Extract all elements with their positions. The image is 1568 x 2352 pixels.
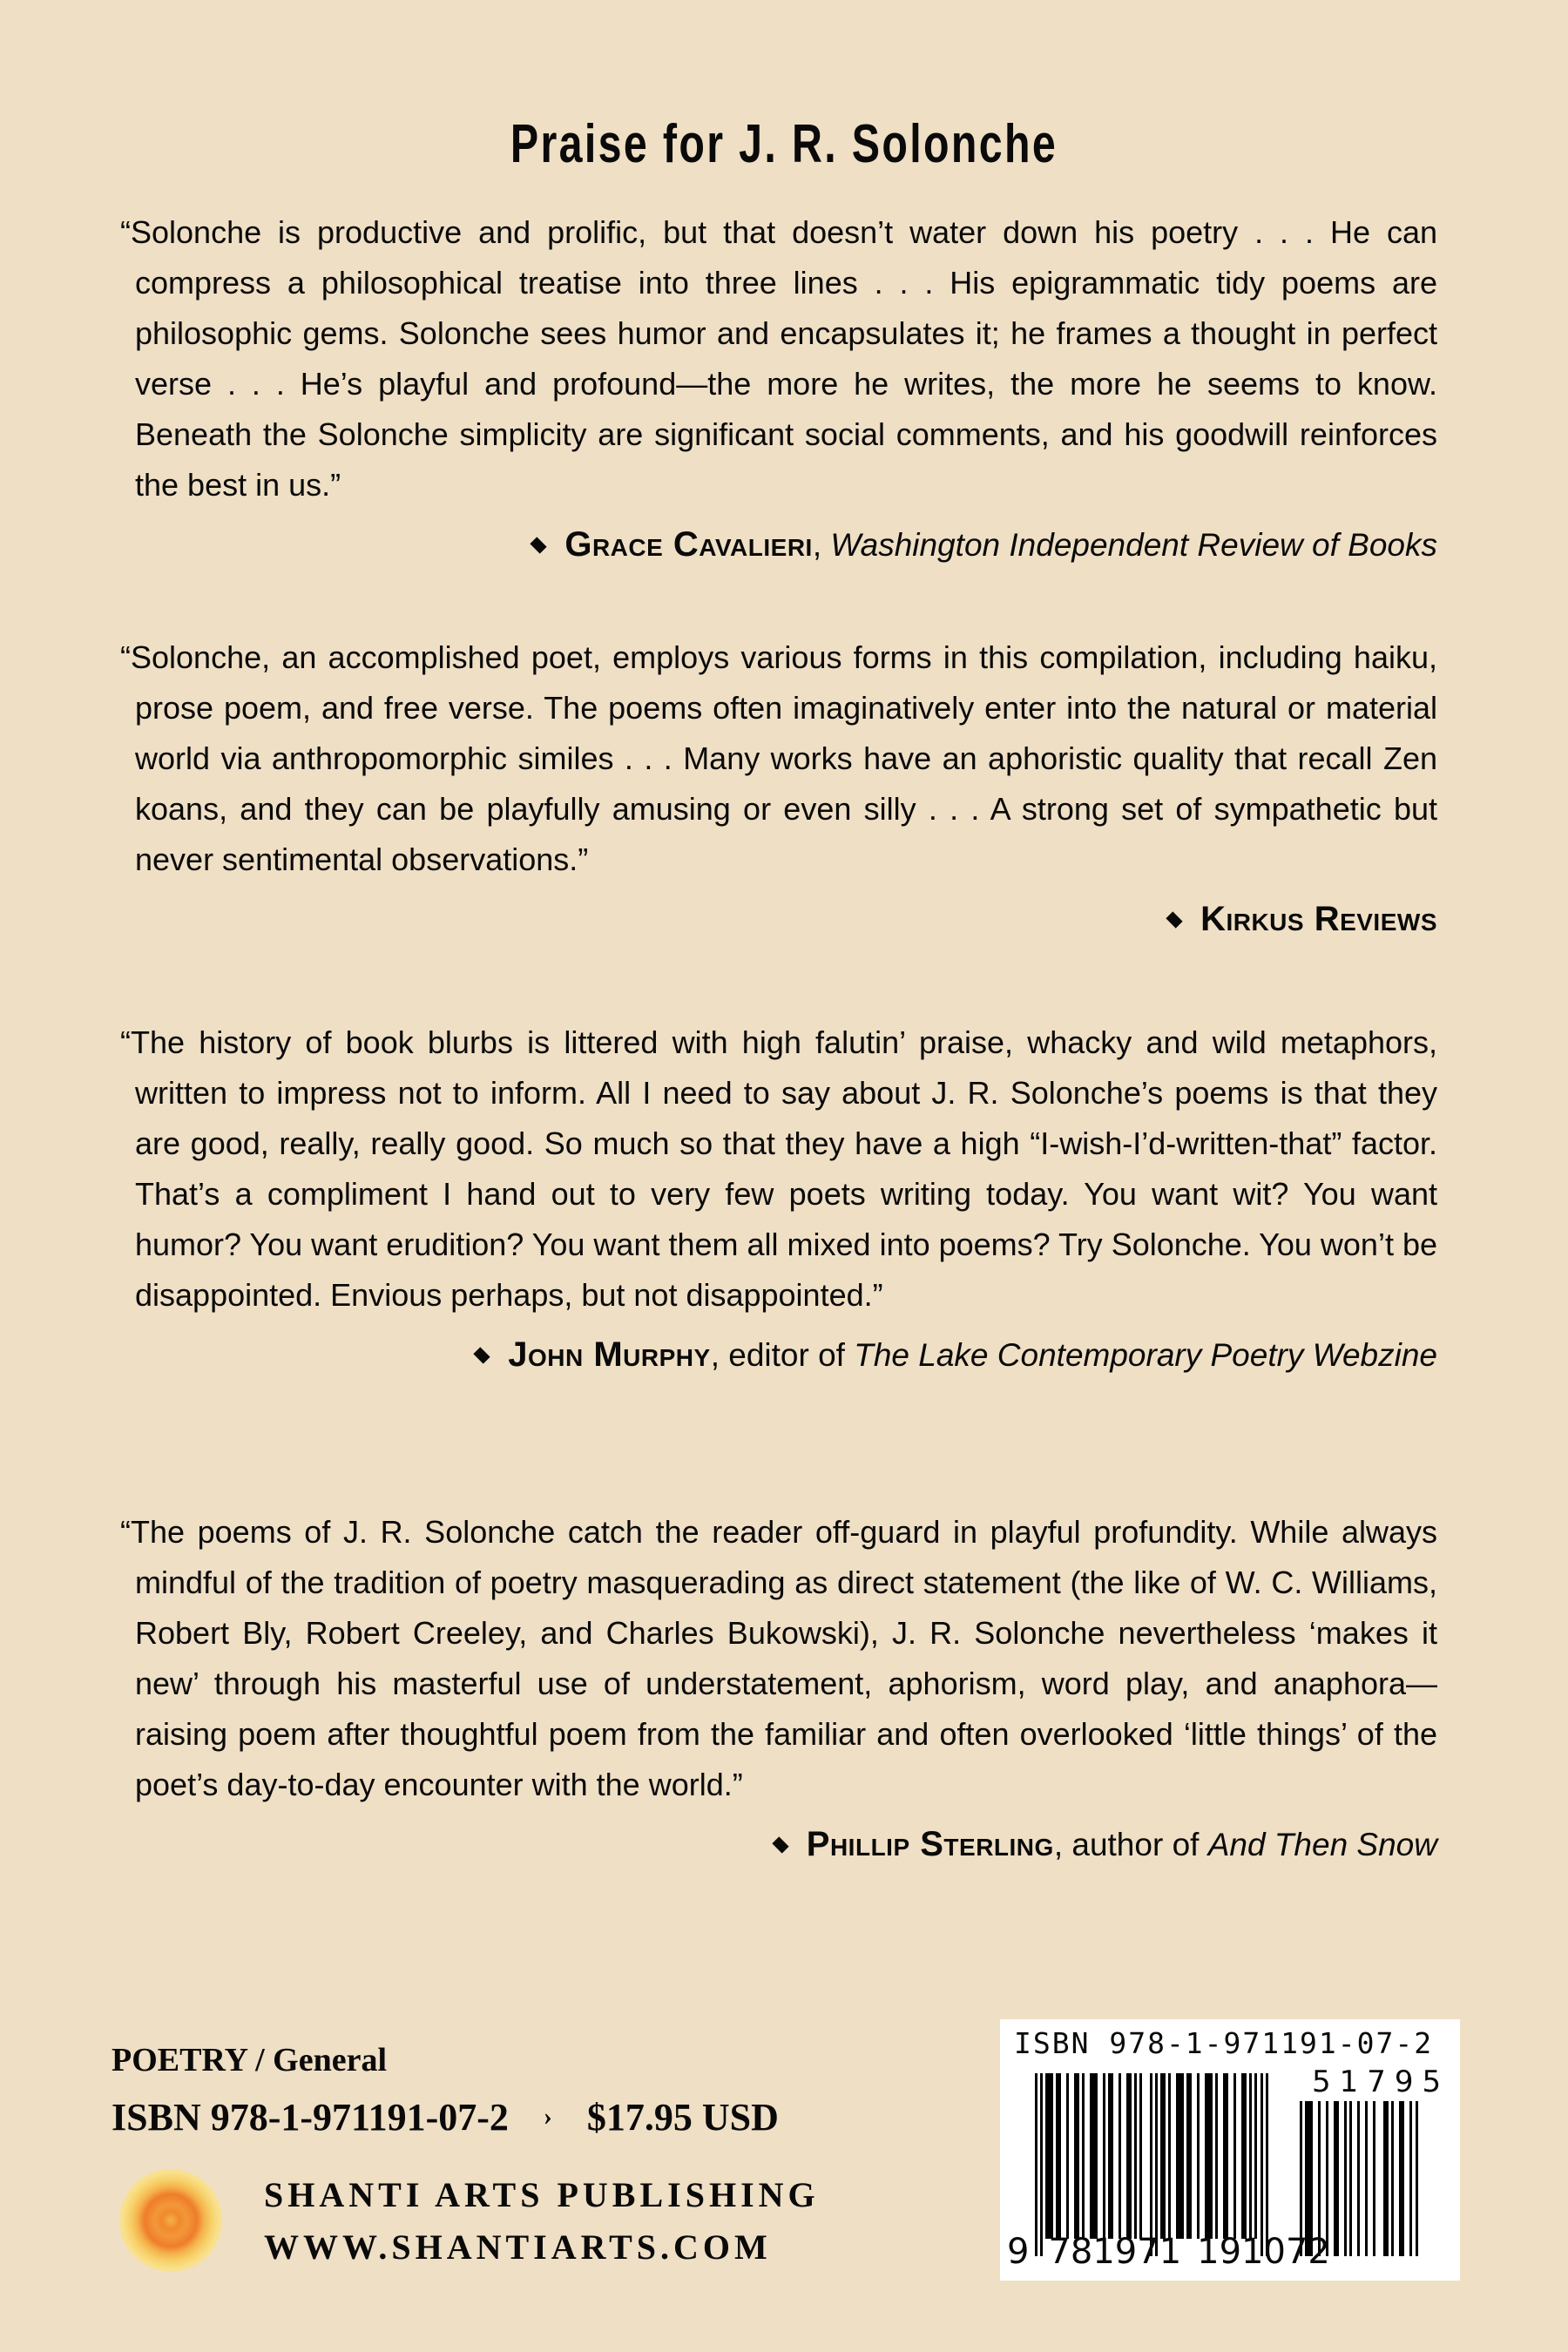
- barcode-bars-icon: [1035, 2073, 1268, 2256]
- book-metadata: [112, 2038, 779, 2144]
- price-text: $17.95 USD: [586, 2096, 779, 2139]
- blurb-sterling: [120, 1507, 1437, 1867]
- category-label: POETRY / General: [112, 2042, 388, 2078]
- attribution-work: And Then Snow: [1207, 1827, 1437, 1862]
- blurb-cavalieri: [120, 207, 1437, 567]
- isbn-barcode: [1000, 2019, 1460, 2281]
- publisher-name: SHANTI ARTS PUBLISHING: [264, 2175, 820, 2214]
- barcode-digits-group-2: 191072: [1197, 2232, 1330, 2272]
- separator: ›: [543, 2102, 552, 2131]
- barcode-first-digit: 9: [1007, 2232, 1030, 2272]
- blurb-quote: “Solonche is productive and prolific, but that doesn’t water down his poetry . . . He can compress a philosophical treatise into three lines . . . His epigrammatic tidy poems are philosophic gems. Solonche sees humor and encapsulates it; he frames a thought in perfect verse . . . He’s playful and profound—the more he writes, the more he seems to know. Beneath the Solonche simplicity are significant social comments, and his goodwill reinforces the best in us.”: [120, 214, 1437, 503]
- publisher-url: WWW.SHANTIARTS.COM: [264, 2227, 772, 2267]
- blurb-attribution: [135, 897, 1437, 942]
- attribution-name: Kirkus Reviews: [1200, 900, 1437, 938]
- blurb-attribution: [135, 1333, 1437, 1377]
- publisher-block: [264, 2169, 820, 2274]
- attribution-connector: , editor of: [710, 1337, 855, 1373]
- blurb-attribution: [135, 523, 1437, 567]
- blurb-attribution: [135, 1822, 1437, 1867]
- attribution-work: The Lake Contemporary Poetry Webzine: [854, 1337, 1437, 1373]
- blurb-quote: “Solonche, an accomplished poet, employs various forms in this compilation, including haiku, prose poem, and free verse. The poems often imaginatively enter into the natural or material world via anthropomorphic similes . . . Many works have an aphoristic quality that recall Zen koans, and they can be playfully amusing or even silly . . . A strong set of sympathetic but never sentimental observations.”: [120, 639, 1437, 877]
- diamond-bullet-icon: [1166, 911, 1182, 928]
- barcode-isbn-label: ISBN 978-1-971191-07-2: [1014, 2026, 1434, 2060]
- diamond-bullet-icon: [531, 537, 547, 553]
- blurb-kirkus: [120, 632, 1437, 942]
- isbn-price-line: [112, 2091, 779, 2144]
- barcode-digits: [1007, 2232, 1330, 2272]
- diamond-bullet-icon: [474, 1347, 490, 1363]
- attribution-name: Phillip Sterling: [806, 1825, 1054, 1863]
- diamond-bullet-icon: [772, 1836, 788, 1853]
- page-title: Praise for J. R. Solonche: [510, 113, 1058, 174]
- attribution-connector: ,: [812, 527, 831, 563]
- attribution-name: John Murphy: [508, 1335, 711, 1374]
- blurb-murphy: [120, 1017, 1437, 1377]
- attribution-work: Washington Independent Review of Books: [830, 527, 1437, 563]
- barcode-digits-group-1: 781971: [1048, 2232, 1182, 2272]
- isbn-text: ISBN 978-1-971191-07-2: [112, 2096, 509, 2139]
- sun-spiral-logo-icon: [119, 2169, 222, 2272]
- barcode-addon-number: 51795: [1312, 2065, 1450, 2099]
- attribution-name: Grace Cavalieri: [564, 525, 813, 564]
- blurb-quote: “The poems of J. R. Solonche catch the reader off-guard in playful profundity. While always mindful of the tradition of poetry masquerading as direct statement (the like of W. C. Williams, Robert Bly, Robert Creeley, and Charles Bukowski), J. R. Solonche nevertheless ‘makes it new’ through his masterful use of understatement, aphorism, word play, and anaphora—raising poem after thoughtful poem from the familiar and often overlooked ‘little things’ of the poet’s day-to-day encounter with the world.”: [120, 1514, 1437, 1802]
- blurb-quote: “The history of book blurbs is littered with high falutin’ praise, whacky and wild metaphors, written to impress not to inform. All I need to say about J. R. Solonche’s poems is that they are good, really, really good. So much so that they have a high “I-wish-I’d-written-that” factor. That’s a compliment I hand out to very few poets writing today. You want wit? You want humor? You want erudition? You want them all mixed into poems? Try Solonche. You won’t be disappointed. Envious perhaps, but not disappointed.”: [120, 1024, 1437, 1313]
- attribution-connector: , author of: [1053, 1827, 1208, 1862]
